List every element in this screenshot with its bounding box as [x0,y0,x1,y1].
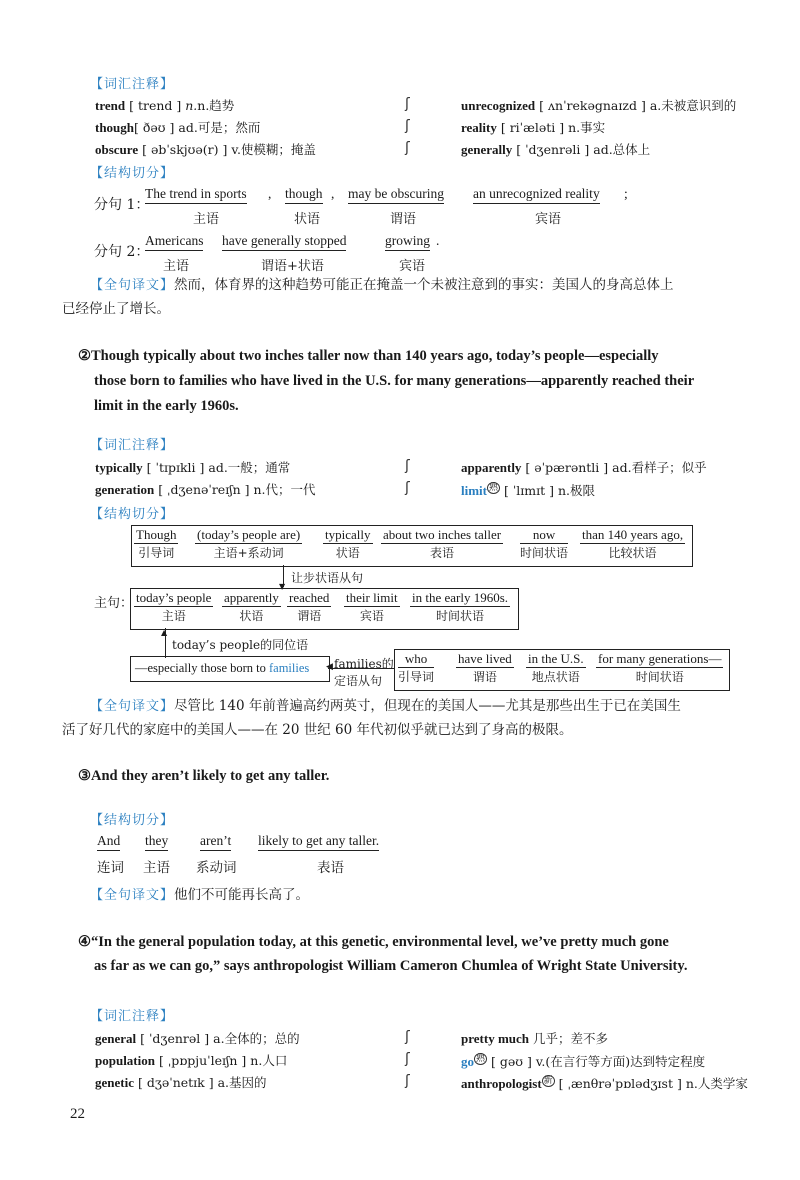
sentence-2-line: ②Though typically about two inches taller now than 140 years ago, today’s people—especially [78,348,659,364]
relative-cell: for many generations— 时间状语 [598,651,722,684]
sentence3-role: 主语 [143,860,170,876]
clause1-comma: , [268,186,272,201]
clause1-role: 状语 [294,212,321,227]
clause1-label: 分句 1： [94,197,150,213]
clause1-role: 主语 [193,212,220,227]
structure-label-3: 【结构切分】 [90,813,175,828]
divider-squiggle-icon: ʃ [405,1029,410,1045]
vocab-entry-generally: generally [ ˈdʒenrəli ] ad.总体上 [461,142,651,157]
relative-cell: who 引导词 [398,651,435,684]
clause1-role: 谓语 [390,212,417,227]
vocab-entry-though: though[ ðəʊ ] ad.可是；然而 [95,120,261,135]
main-cell: apparently 状语 [224,590,279,623]
sentence-2-line: those born to families who have lived in the U.S. for many generations—apparently reached their [94,373,695,389]
clause2-part: have generally stopped [222,233,346,251]
familiar-mark-icon: 熟 [489,483,499,493]
translation-2-cont: 活了好几代的家庭中的美国人——在 20 世纪 60 年代初似乎就已达到了身高的极限。 [62,722,573,738]
sentence3-role: 连词 [97,860,124,876]
translation-1-cont: 已经停止了增长。 [62,301,170,317]
clause1-comma: , [331,186,335,201]
main-cell: in the early 1960s. 时间状语 [412,590,509,623]
sentence3-role: 系动词 [196,860,237,876]
clause2-part: Americans [145,233,203,251]
main-clause-label: 主句： [94,596,134,611]
clause1-part: though [285,186,323,204]
vocab-entry-trend: trend [ trend ] n.n.趋势 [95,98,235,113]
relative-note: 定语从句 [334,674,383,688]
concession-note: 让步状语从句 [291,571,364,585]
vocab-entry-go: go $^熟$ [ gəʊ ] v.(在言行等方面)达到特定程度 [461,1054,706,1070]
clause2-role: 主语 [163,259,190,274]
clause2-label: 分句 2： [94,244,150,260]
vocab-entry-general: general [ ˈdʒenrəl ] a.全体的；总的 [95,1031,300,1046]
vocab-label-1: 【词汇注释】 [90,77,175,92]
vocab-label-2: 【词汇注释】 [90,438,175,453]
relative-cell: have lived 谓语 [458,651,512,684]
sentence-2-line: limit in the early 1960s. [94,398,239,414]
sentence-number: ② [78,348,91,364]
sentence-number: ③ [78,768,91,784]
main-cell: today’s people 主语 [136,590,212,623]
clause2-period: . [436,233,440,248]
vocab-entry-limit: limit $^熟$ [ ˈlɪmɪt ] n.极限 [461,483,596,499]
sentence-number: ④ [78,934,91,950]
relative-note: families的 [334,657,394,671]
concession-cell: now 时间状语 [520,527,569,560]
sentence3-part: aren’t [200,833,231,851]
sentence3-part: they [145,833,168,851]
familiar-mark-icon: 熟 [476,1054,486,1064]
clause1-part: an unrecognized reality [473,186,600,204]
concession-cell: typically 状语 [325,527,371,560]
vocab-entry-obscure: obscure [ əbˈskjʊə(r) ] v.使模糊；掩盖 [95,142,316,157]
clause2-part: growing [385,233,430,251]
sentence-4-line: ④“In the general population today, at this genetic, environmental level, we’ve pretty much gone [78,934,669,950]
concession-cell: about two inches taller 表语 [383,527,502,560]
concession-cell: than 140 years ago, 比较状语 [582,527,684,560]
sentence-4-line: as far as we can go,” says anthropologist William Cameron Chumlea of Wright State University. [94,958,688,974]
appositive-note: today’s people的同位语 [172,638,309,652]
concession-cell: (today’s people are) 主语+系动词 [197,527,301,560]
divider-squiggle-icon: ʃ [405,458,410,474]
sentence-3: ③And they aren’t likely to get any taller. [78,768,330,784]
vocab-entry-apparently: apparently [ əˈpærəntli ] ad.看样子；似乎 [461,460,707,475]
vocab-entry-genetic: genetic [ dʒəˈnetɪk ] a.基因的 [95,1075,267,1090]
clause2-role: 宾语 [399,259,426,274]
structure-label-2: 【结构切分】 [90,507,175,522]
divider-squiggle-icon: ʃ [405,1073,410,1089]
arrow-left-icon: ◀ [326,662,333,672]
new-mark-icon: 新 [543,1076,553,1086]
translation-1: 【全句译文】然而，体育界的这种趋势可能正在掩盖一个未被注意到的事实：美国人的身高总体上 [90,277,674,293]
sentence3-part: And [97,833,120,851]
vocab-entry-unrecognized: unrecognized [ ʌnˈrekəgnaɪzd ] a.未被意识到的 [461,98,737,113]
page-number: 22 [70,1106,85,1122]
clause1-semicolon: ; [624,186,628,201]
main-cell: reached 谓语 [289,590,330,623]
structure-label-1: 【结构切分】 [90,166,175,181]
sentence3-role: 表语 [317,860,344,876]
vocab-entry-generation: generation [ ˌdʒenəˈreɪʃn ] n.代；一代 [95,482,316,497]
vocab-entry-reality: reality [ riˈæləti ] n.事实 [461,120,606,135]
divider-squiggle-icon: ʃ [405,118,410,134]
translation-3: 【全句译文】他们不可能再长高了。 [90,887,310,903]
arrow-down-icon: ▼ [279,582,286,591]
concession-cell: Though 引导词 [136,527,177,560]
sentence3-part: likely to get any taller. [258,833,379,851]
main-cell: their limit 宾语 [346,590,398,623]
vocab-entry-anthropologist: anthropologist $^新$ [ ˌænθrəˈpɒlədʒɪst ] n.人类学家 [461,1076,748,1092]
divider-squiggle-icon: ʃ [405,96,410,112]
appositive-text: —especially those born to families [135,661,310,675]
clause1-role: 宾语 [535,212,562,227]
vocab-label-4: 【词汇注释】 [90,1009,175,1024]
divider-squiggle-icon: ʃ [405,1051,410,1067]
clause1-part: may be obscuring [348,186,444,204]
divider-squiggle-icon: ʃ [405,480,410,496]
clause2-role: 谓语+状语 [261,259,324,274]
vocab-entry-typically: typically [ ˈtɪpɪkli ] ad.一般；通常 [95,460,291,475]
divider-squiggle-icon: ʃ [405,140,410,156]
vocab-entry-population: population [ ˌpɒpjuˈleɪʃn ] n.人口 [95,1053,288,1068]
clause1-part: The trend in sports [145,186,247,204]
vocab-entry-pretty-much: pretty much 几乎；差不多 [461,1031,609,1046]
arrow-up-icon: ▲ [161,628,168,637]
translation-2: 【全句译文】尽管比 140 年前普遍高约两英寸，但现在的美国人——尤其是那些出生于已在美国生 [90,698,681,714]
relative-cell: in the U.S. 地点状语 [528,651,584,684]
